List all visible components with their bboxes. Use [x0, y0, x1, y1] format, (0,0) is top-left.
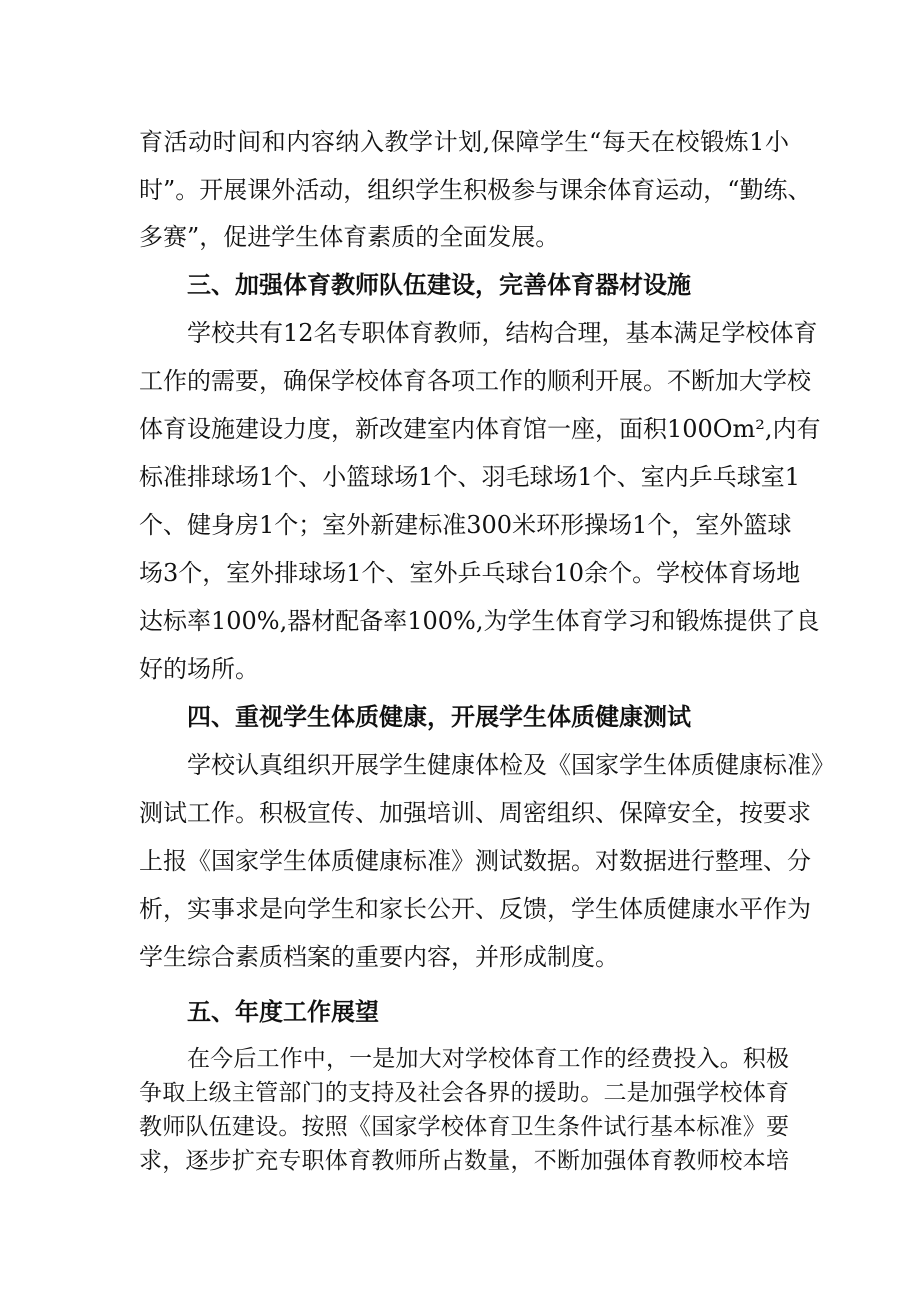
text-line: 教师队伍建设。按照《国家学校体育卫生条件试行基本标准》要	[139, 1114, 789, 1140]
text-line: 求，逐步扩充专职体育教师所占数量，不断加强体育教师校本培	[139, 1148, 789, 1174]
text-line: 争取上级主管部门的支持及社会各界的援助。二是加强学校体育	[139, 1080, 789, 1106]
text-line: 育活动时间和内容纳入教学计划,保障学生“每天在校锻炼1小	[139, 128, 789, 156]
text-line: 学校认真组织开展学生健康体检及《国家学生体质健康标准》	[187, 751, 835, 779]
text-line: 上报《国家学生体质健康标准》测试数据。对数据进行整理、分	[139, 847, 811, 875]
text-line: 工作的需要，确保学校体育各项工作的顺利开展。不断加大学校	[139, 367, 811, 395]
text-line: 场3个，室外排球场1个、室外乒乓球台10余个。学校体育场地	[139, 559, 801, 587]
text-line: 时”。开展课外活动，组织学生积极参与课余体育运动，“勤练、	[139, 176, 812, 204]
text-line: 达标率100%,器材配备率100%,为学生体育学习和锻炼提供了良	[139, 607, 820, 635]
text-line: 体育设施建设力度，新改建室内体育馆一座，面积100Om²,内有	[139, 415, 821, 443]
section-heading-3: 三、加强体育教师队伍建设，完善体育器材设施	[187, 271, 691, 299]
text-line: 标准排球场1个、小篮球场1个、羽毛球场1个、室内乒乓球室1	[139, 463, 801, 491]
section-heading-5: 五、年度工作展望	[187, 998, 379, 1026]
text-line: 测试工作。积极宣传、加强培训、周密组织、保障安全，按要求	[139, 799, 811, 827]
text-line: 学生综合素质档案的重要内容，并形成制度。	[139, 943, 619, 971]
text-line: 学校共有12名专职体育教师，结构合理，基本满足学校体育	[187, 319, 818, 347]
text-line: 多赛”，促进学生体育素质的全面发展。	[139, 223, 560, 251]
text-line: 个、健身房1个；室外新建标准300米环形操场1个，室外篮球	[139, 511, 792, 539]
text-line: 在今后工作中，一是加大对学校体育工作的经费投入。积极	[187, 1046, 789, 1072]
text-line: 析，实事求是向学生和家长公开、反馈，学生体质健康水平作为	[139, 895, 811, 923]
text-line: 好的场所。	[139, 655, 259, 683]
section-heading-4: 四、重视学生体质健康，开展学生体质健康测试	[187, 703, 691, 731]
